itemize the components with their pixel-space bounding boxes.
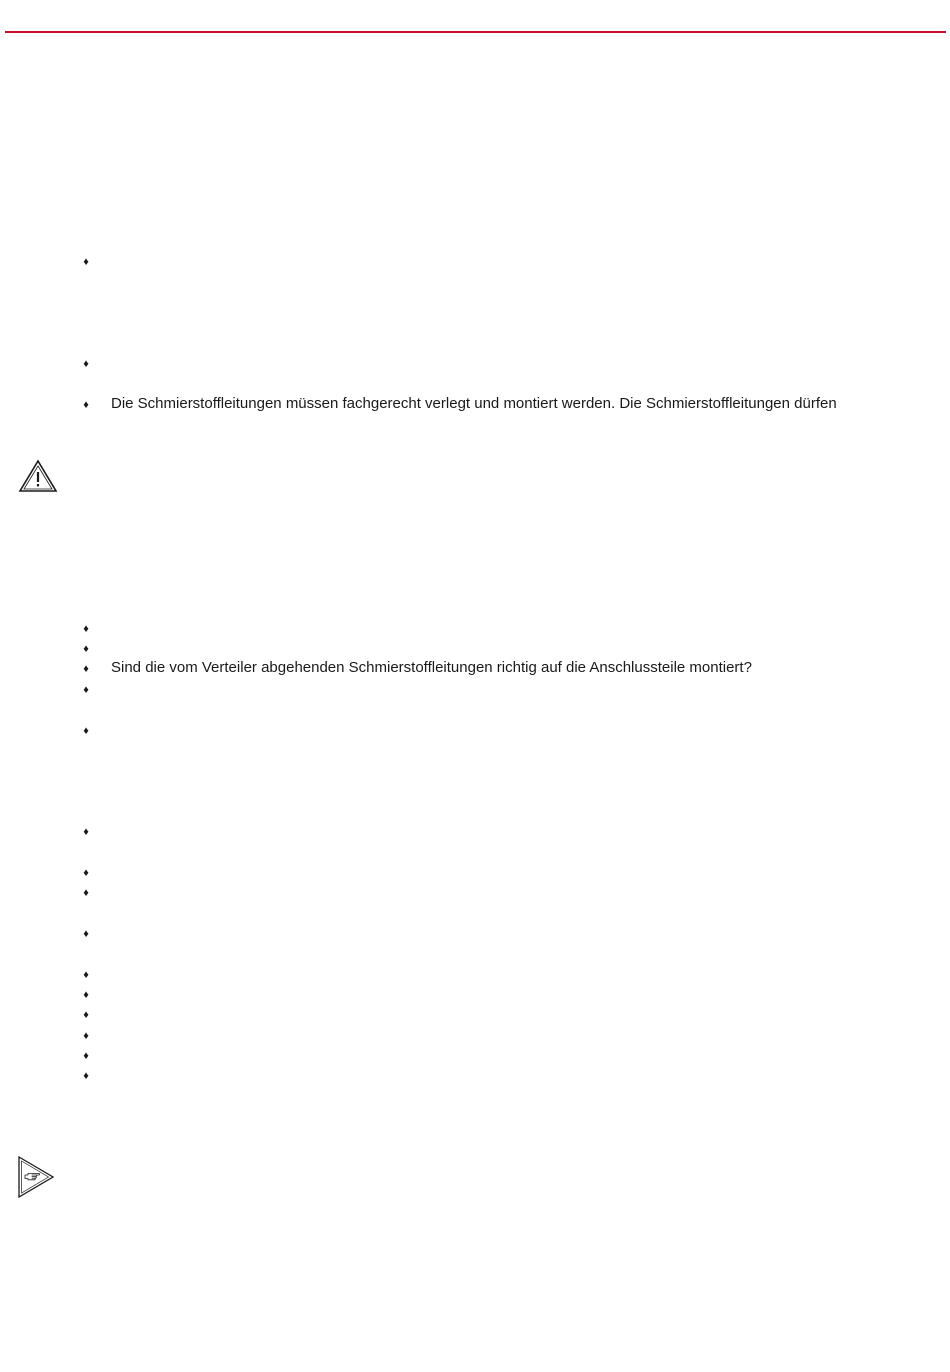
warning-triangle-icon	[18, 459, 58, 493]
list-bullet: ♦	[83, 643, 89, 655]
pointing-hand-note-icon	[17, 1156, 55, 1198]
list-bullet: ♦	[83, 358, 89, 370]
list-bullet: ♦	[83, 623, 89, 635]
list-bullet: ♦	[83, 684, 89, 696]
list-bullet: ♦	[83, 969, 89, 981]
list-bullet: ♦	[83, 887, 89, 899]
list-bullet: ♦	[83, 1050, 89, 1062]
list-bullet: ♦	[83, 1009, 89, 1021]
list-item: Sind die vom Verteiler abgehenden Schmierstoffleitungen richtig auf die Anschlussteile montiert?	[111, 659, 752, 676]
list-bullet: ♦	[83, 1070, 89, 1082]
list-item: Die Schmierstoffleitungen müssen fachgerecht verlegt und montiert werden. Die Schmierstoffleitungen dürfen	[111, 395, 837, 412]
list-bullet: ♦	[83, 256, 89, 268]
header-rule	[5, 31, 946, 33]
list-bullet: ♦	[83, 928, 89, 940]
list-bullet: ♦	[83, 826, 89, 838]
list-bullet: ♦	[83, 725, 89, 737]
list-bullet: ♦	[83, 1030, 89, 1042]
list-bullet: ♦	[83, 663, 89, 675]
list-bullet: ♦	[83, 989, 89, 1001]
list-bullet: ♦	[83, 867, 89, 879]
list-bullet: ♦	[83, 399, 89, 411]
